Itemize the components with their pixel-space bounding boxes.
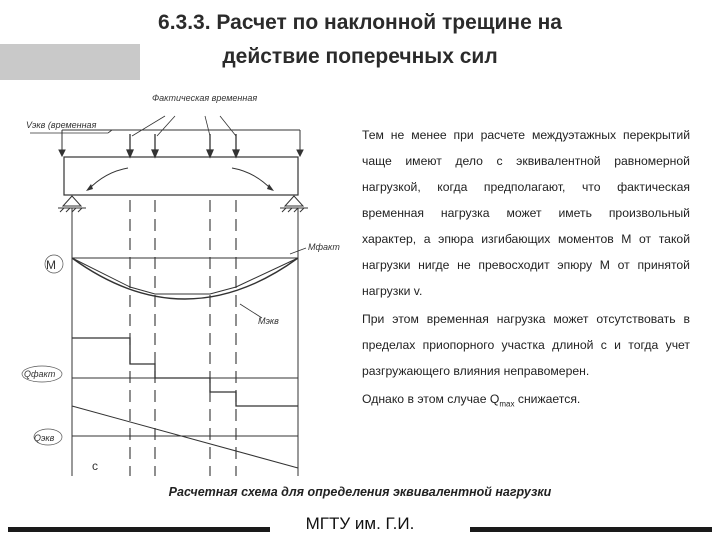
dashed-guides [130, 200, 236, 476]
paragraph-3: Однако в этом случае $Q_{max}$ снижается. [362, 392, 581, 409]
paragraph-1: Тем не менее при расчете междуэтажных перекрытий чаще имеют дело с эквивалентной равномерной нагрузкой, когда предполагают, что фактическая временная нагрузка может иметь произвольный характер, а эпюра изгибающих моментов М от такой нагрузки нигде не превосходит эпюру М от принятой нагрузки v. [362, 128, 690, 298]
footer-rule-right [470, 527, 712, 532]
footer-institution: МГТУ им. Г.И. [280, 514, 440, 534]
body-text [362, 122, 690, 417]
beam-curve-arrows [88, 168, 272, 190]
moment-equiv-label: Mэкв [258, 316, 279, 326]
shear-equiv-label: Qэкв [34, 433, 55, 443]
title-line-2: действие поперечных сил [222, 45, 498, 68]
equiv-load-label: Vэкв (временная [26, 120, 97, 130]
beam [64, 157, 298, 195]
shear-fact-label: Qфакт [24, 369, 56, 379]
distributed-load-arrows [59, 130, 303, 156]
shear-equiv-line [72, 406, 298, 468]
actual-load-arrows [127, 134, 239, 157]
figure-caption: Расчетная схема для определения эквивалентной нагрузки [168, 485, 552, 499]
moment-fact-label: Mфакт [308, 242, 340, 252]
moment-equiv-curve [72, 258, 298, 299]
page-title [100, 6, 620, 74]
support-right [280, 196, 308, 212]
segment-c-label: c [92, 459, 98, 473]
footer-rule-left [8, 527, 270, 532]
shear-fact-steps [72, 338, 298, 406]
moment-axis-label: M [46, 258, 56, 272]
load-diagram [0, 88, 360, 483]
title-line-1: 6.3.3. Расчет по наклонной трещине на [158, 11, 562, 34]
moment-actual-curve [72, 258, 298, 294]
qmax-subscript: max [499, 399, 515, 409]
paragraph-2: При этом временная нагрузка может отсутствовать в пределах приопорного участка длиной с и тогда учет разгружающего влияния неправомерен. [362, 312, 690, 378]
actual-load-label: Фактическая временная [152, 93, 258, 103]
